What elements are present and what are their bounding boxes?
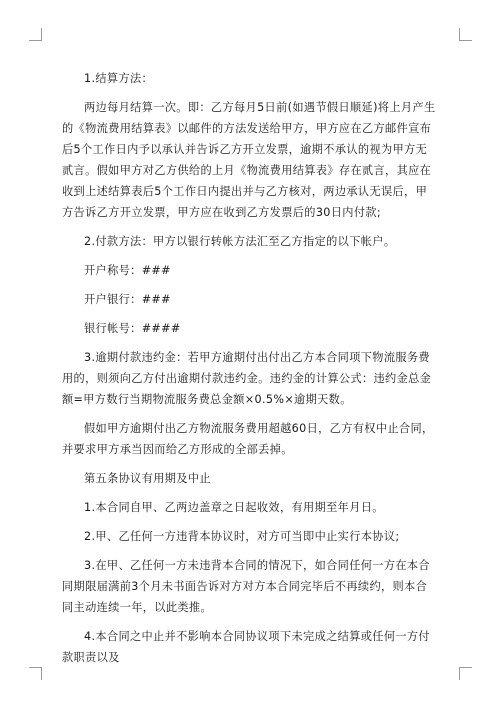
- article-five-title: 第五条协议有用期及中止: [84, 472, 211, 485]
- clause-auto-renewal: 3.在甲、乙任何一方未违背本合同的情况下，如合同任何一方在本合同期限届满前3个月未书面告诉对方对方本合同完毕后不再续约，则本合同主动连续一年，以此类推。: [62, 559, 430, 614]
- heading-payment-method: 2.付款方法：甲方以银行转帐方法汇至乙方指定的以下帐户。: [84, 235, 396, 248]
- account-number: 银行帐号：####: [84, 322, 181, 335]
- heading-settlement-method: 1.结算方法：: [84, 72, 154, 85]
- crop-mark-top-left: [29, 28, 42, 41]
- clause-effective-date: 1.本合同自甲、乙两边盖章之日起收效，有用期至年月日。: [84, 501, 384, 514]
- account-name: 开户称号：###: [84, 264, 171, 277]
- crop-mark-bottom-right: [459, 667, 472, 680]
- paragraph-settlement-details: 两边每月结算一次。即：乙方每月5日前(如遇节假日顺延)将上月产生的《物流费用结算表》以邮件的方法发送给甲方，甲方应在乙方邮件宣布后5个工作日内予以承认并告诉乙方开立发票，逾期不承认的视为甲方无贰言。假如甲方对乙方供给的上月《物流费用结算表》存在贰言，其应在收到上述结算表后5个工作日内提出并与乙方核对，两边承认无误后，甲方告诉乙方开立发票，甲方应在收到乙方发票后的30日内付款;: [62, 101, 436, 219]
- paragraph-late-payment-penalty: 3.逾期付款违约金：若甲方逾期付出付出乙方本合同项下物流服务费用的，则须向乙方付出逾期付款违约金。违约金的计算公式：违约金总金额=甲方数行当期物流服务费总金额×0.5%×逾期天数。: [62, 351, 432, 406]
- document-body: [62, 68, 438, 676]
- crop-mark-bottom-left: [29, 667, 42, 680]
- clause-breach-termination: 2.甲、乙任何一方违背本协议时，对方可当即中止实行本协议;: [84, 530, 400, 543]
- account-bank: 开户银行：###: [84, 293, 171, 306]
- crop-mark-top-right: [459, 28, 472, 41]
- clause-termination-effects: 4.本合同之中止并不影响本合同协议项下未完成之结算或任何一方付款职责以及: [62, 630, 430, 664]
- paragraph-overdue-termination: 假如甲方逾期付出乙方物流服务费用超越60日，乙方有权中止合同，并要求甲方承当因而给乙方形成的全部丢掉。: [62, 422, 434, 456]
